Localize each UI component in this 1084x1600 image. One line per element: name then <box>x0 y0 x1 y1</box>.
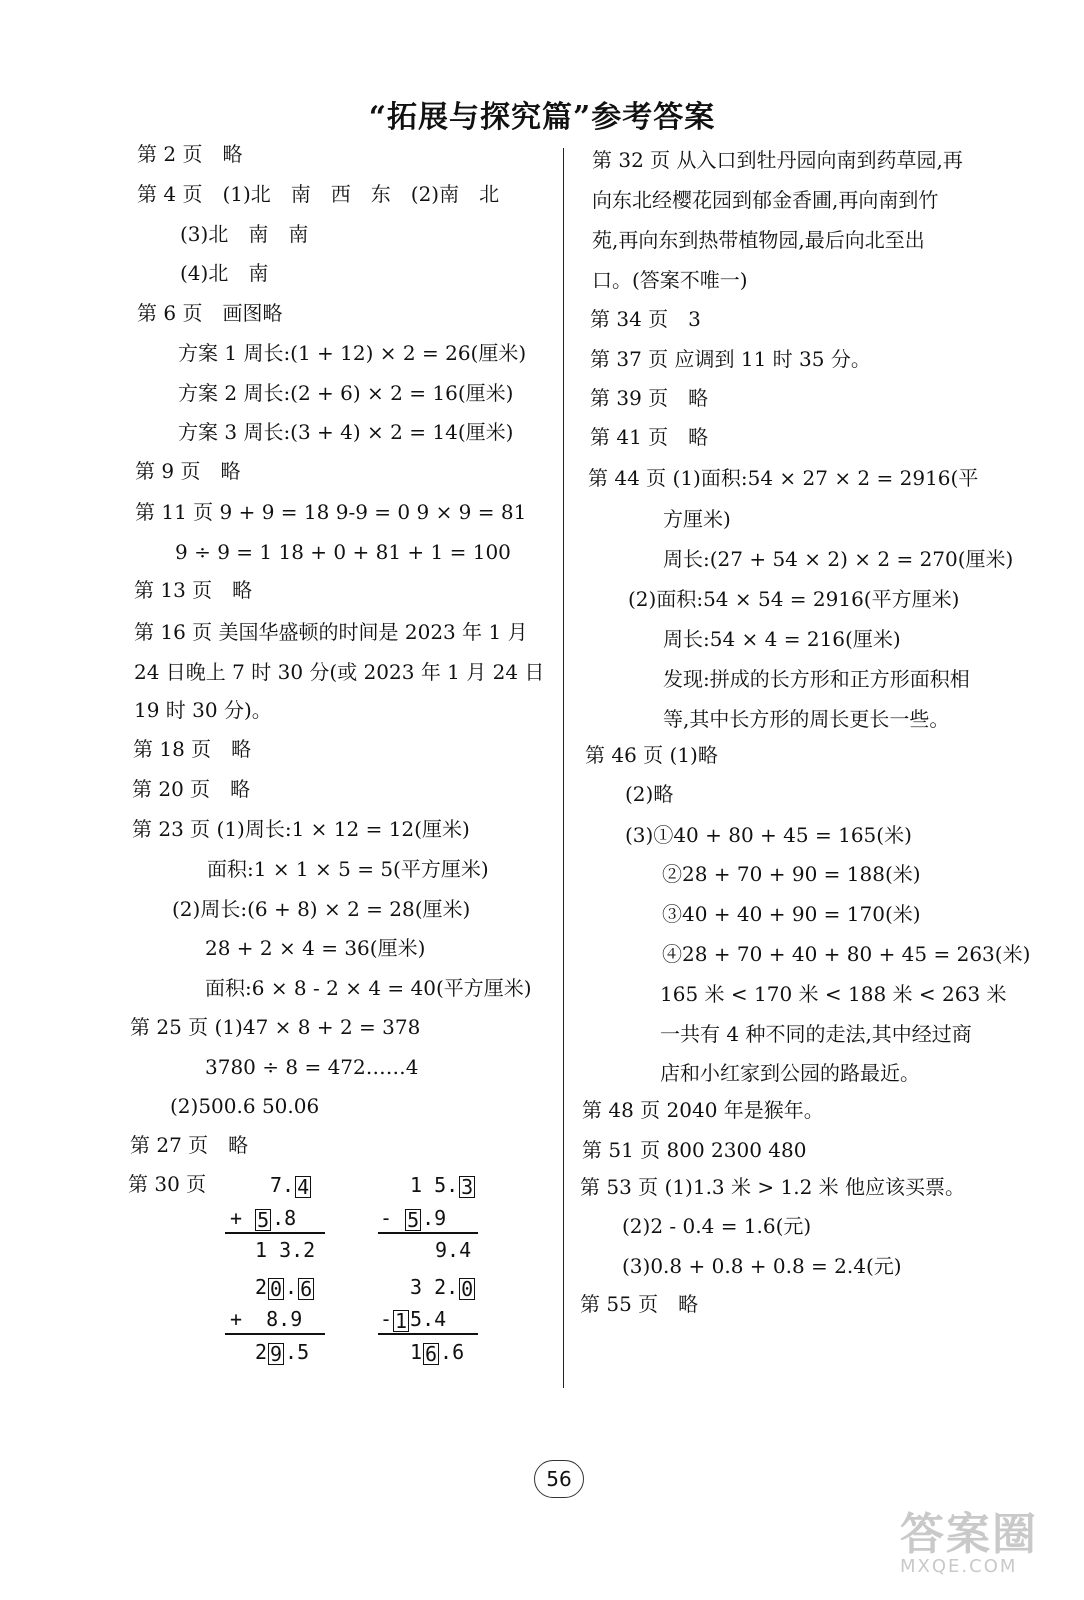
answer-line: ③40 + 40 + 90 = 170(米) <box>662 902 921 926</box>
answer-line: (2)500.6 50.06 <box>170 1094 320 1118</box>
answer-line: ④28 + 70 + 40 + 80 + 45 = 263(米) <box>662 942 1031 966</box>
answer-box: 3 <box>461 1174 474 1199</box>
answer-line: 第 48 页 2040 年是猴年。 <box>582 1098 824 1122</box>
answer-line: (2)2 - 0.4 = 1.6(元) <box>622 1214 812 1238</box>
answer-line: 发现:拼成的长方形和正方形面积相 <box>663 667 970 691</box>
answer-line: 19 时 30 分)。 <box>134 698 272 722</box>
answer-box: 6 <box>300 1276 313 1301</box>
answer-line: 3780 ÷ 8 = 472……4 <box>205 1055 419 1079</box>
answer-line: 第 53 页 (1)1.3 米 > 1.2 米 他应该买票。 <box>580 1175 966 1199</box>
answer-line: 第 34 页 3 <box>590 307 701 331</box>
answer-line: (3)北 南 南 <box>180 222 309 246</box>
arith-row: 3 2. 0 <box>410 1275 474 1301</box>
answer-line: 第 27 页 略 <box>130 1133 249 1157</box>
answer-line: 165 米 < 170 米 < 188 米 < 263 米 <box>660 982 1007 1006</box>
answer-line: 口。(答案不唯一) <box>592 268 748 292</box>
column-divider <box>563 148 564 1388</box>
answer-box: 5 <box>257 1207 270 1232</box>
answer-line: 面积:1 × 1 × 5 = 5(平方厘米) <box>207 857 489 881</box>
watermark-main: 答案圈 <box>900 1509 1038 1560</box>
answer-line: (2)面积:54 × 54 = 2916(平方厘米) <box>628 587 960 611</box>
sum-rule <box>225 1333 325 1335</box>
arith-row: 2 0 . 6 <box>255 1275 313 1301</box>
answer-line: 等,其中长方形的周长更长一些。 <box>663 707 950 731</box>
answer-line: 周长:(27 + 54 × 2) × 2 = 270(厘米) <box>663 547 1014 571</box>
watermark-sub: MXQE.COM <box>900 1556 1018 1577</box>
answer-box: 0 <box>270 1276 283 1301</box>
answer-line: 第 46 页 (1)略 <box>585 743 718 767</box>
page-number: 56 <box>534 1460 584 1498</box>
answer-line: 第 55 页 略 <box>580 1292 699 1316</box>
answer-line: 第 16 页 美国华盛顿的时间是 2023 年 1 月 <box>134 620 528 644</box>
answer-box: 1 <box>395 1308 408 1333</box>
answer-line: 第 18 页 略 <box>133 737 252 761</box>
answer-line: 第 44 页 (1)面积:54 × 27 × 2 = 2916(平 <box>588 466 979 490</box>
arith-row: 1 5. 3 <box>410 1173 474 1199</box>
arith-row: + 5 .8 <box>230 1206 297 1232</box>
answer-line: ②28 + 70 + 90 = 188(米) <box>662 862 921 886</box>
answer-line: 第 51 页 800 2300 480 <box>582 1138 807 1162</box>
answer-line: 9 ÷ 9 = 1 18 + 0 + 81 + 1 = 100 <box>175 540 511 564</box>
answer-line: (2)略 <box>625 782 674 806</box>
answer-box: 0 <box>461 1276 474 1301</box>
answer-line: 面积:6 × 8 - 2 × 4 = 40(平方厘米) <box>205 976 532 1000</box>
arith-row: + 8.9 <box>230 1307 303 1331</box>
arith-row: 9.4 <box>435 1238 472 1262</box>
answer-line: 第 25 页 (1)47 × 8 + 2 = 378 <box>130 1015 421 1039</box>
answer-line: (3)①40 + 80 + 45 = 165(米) <box>625 823 912 847</box>
answer-line: 店和小红家到公园的路最近。 <box>660 1061 920 1085</box>
answer-line: 第 32 页 从入口到牡丹园向南到药草园,再 <box>592 148 963 172</box>
arith-row: 1 3.2 <box>255 1238 316 1262</box>
page-title: “拓展与探究篇”参考答案 <box>368 100 716 135</box>
answer-line: (3)0.8 + 0.8 + 0.8 = 2.4(元) <box>622 1254 902 1278</box>
answer-line: 苑,再向东到热带植物园,最后向北至出 <box>592 228 925 252</box>
answer-line: 第 41 页 略 <box>590 425 709 449</box>
sum-rule <box>378 1333 478 1335</box>
answer-line: 第 20 页 略 <box>132 777 251 801</box>
answer-box: 5 <box>407 1207 420 1232</box>
answer-line: 第 11 页 9 + 9 = 18 9-9 = 0 9 × 9 = 81 <box>135 500 527 524</box>
answer-line: 第 39 页 略 <box>590 386 709 410</box>
arith-row: 1 6 .6 <box>410 1340 465 1366</box>
answer-line: 第 6 页 画图略 <box>137 301 283 325</box>
answer-line: 第 30 页 <box>128 1172 207 1196</box>
answer-line: 第 2 页 略 <box>137 142 243 166</box>
answer-box: 6 <box>425 1341 438 1366</box>
answer-line: 方案 1 周长:(1 + 12) × 2 = 26(厘米) <box>178 341 527 365</box>
sum-rule <box>225 1232 325 1234</box>
answer-line: 向东北经樱花园到郁金香圃,再向南到竹 <box>592 188 939 212</box>
answer-line: 第 23 页 (1)周长:1 × 12 = 12(厘米) <box>132 817 470 841</box>
answer-line: 方案 3 周长:(3 + 4) × 2 = 14(厘米) <box>178 420 514 444</box>
answer-line: 一共有 4 种不同的走法,其中经过商 <box>660 1022 972 1046</box>
arith-row: - 1 5.4 <box>380 1307 447 1333</box>
answer-line: 28 + 2 × 4 = 36(厘米) <box>205 936 426 960</box>
answer-line: 24 日晚上 7 时 30 分(或 2023 年 1 月 24 日 <box>134 660 545 684</box>
watermark-logo <box>900 1498 1070 1578</box>
sum-rule <box>378 1232 478 1234</box>
answer-line: 第 4 页 (1)北 南 西 东 (2)南 北 <box>137 182 500 206</box>
arith-row: - 5 .9 <box>380 1206 447 1232</box>
answer-line: 方案 2 周长:(2 + 6) × 2 = 16(厘米) <box>178 381 514 405</box>
answer-box: 4 <box>297 1174 310 1199</box>
answer-box: 9 <box>270 1341 283 1366</box>
answer-line: 周长:54 × 4 = 216(厘米) <box>663 627 901 651</box>
answer-line: 第 37 页 应调到 11 时 35 分。 <box>590 347 871 371</box>
answer-line: (2)周长:(6 + 8) × 2 = 28(厘米) <box>172 897 471 921</box>
arith-row: 2 9 .5 <box>255 1340 310 1366</box>
answer-line: 第 13 页 略 <box>134 578 253 602</box>
answer-line: (4)北 南 <box>180 261 269 285</box>
answer-line: 第 9 页 略 <box>135 459 241 483</box>
arith-row: 7. 4 <box>270 1173 310 1199</box>
answer-line: 方厘米) <box>663 507 731 531</box>
